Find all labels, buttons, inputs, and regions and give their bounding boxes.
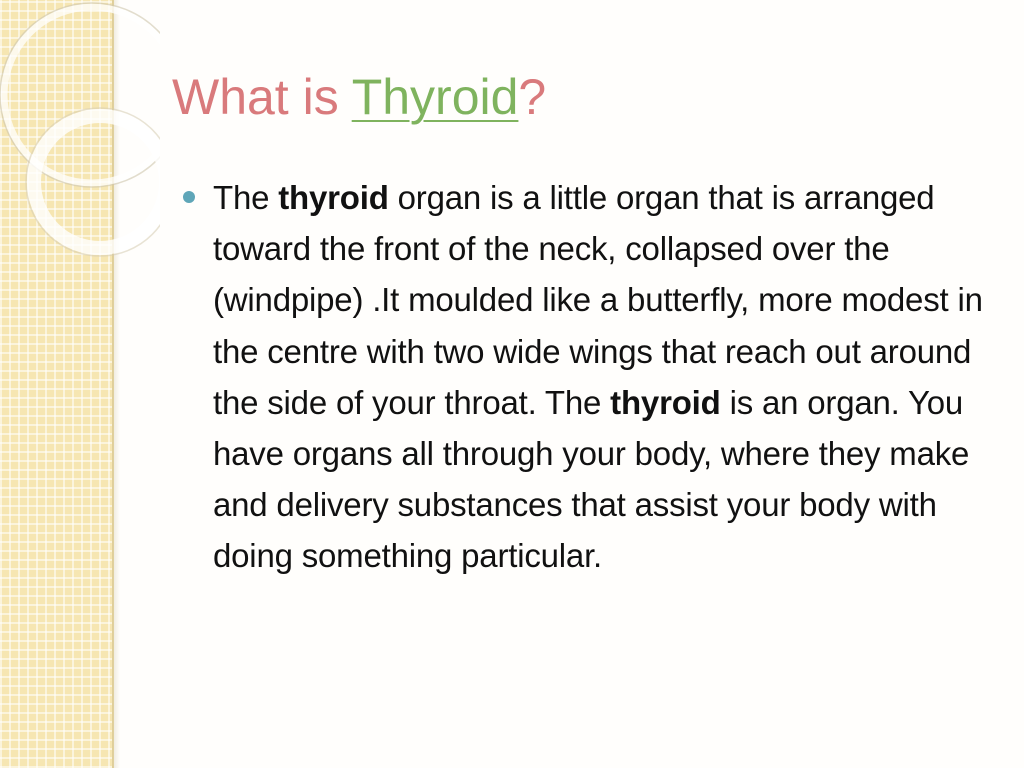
slide-title bbox=[172, 62, 546, 132]
title-link-thyroid[interactable]: Thyroid bbox=[351, 69, 519, 125]
text-segment: is an organ. You have organs all through your body, where they make and delivery substances that assist your body with doing something particular. bbox=[213, 383, 970, 575]
title-suffix: ? bbox=[518, 69, 547, 125]
decorative-rings bbox=[0, 0, 160, 260]
text-segment: The bbox=[213, 179, 279, 216]
bold-term-thyroid: thyroid bbox=[278, 179, 389, 216]
bold-term-thyroid: thyroid bbox=[610, 383, 721, 421]
bullet-text bbox=[213, 172, 1003, 582]
title-prefix: What is bbox=[172, 69, 352, 125]
decorative-ring-large bbox=[4, 7, 160, 183]
text-segment: organ is a little organ that is arranged toward the front of the neck, collapsed over the (windpipe) .It moulded like a butterfly, more modest in the centre with two wide wings that reach out around the side of your throat. The bbox=[213, 179, 983, 421]
decorative-ring-large-outline bbox=[0, 3, 160, 187]
bullet-dot-icon bbox=[183, 191, 195, 203]
